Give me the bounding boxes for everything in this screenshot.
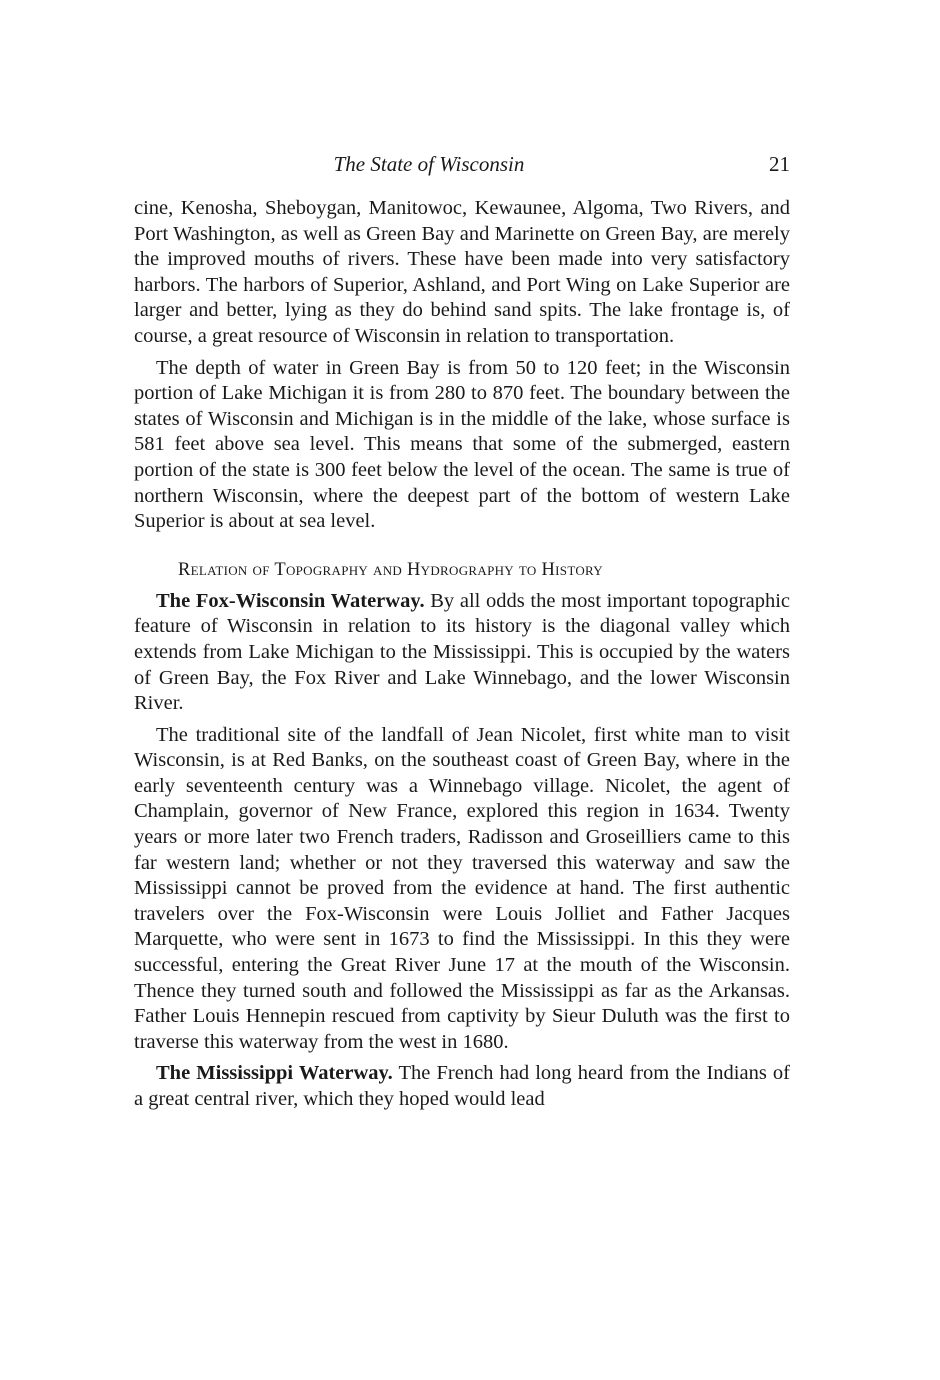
section-heading: Relation of Topography and Hydrography to History <box>178 559 603 580</box>
page-number: 21 <box>769 152 790 176</box>
paragraph-text: The French had long heard from the Indians of a great central river, which they hoped would lead <box>134 1062 790 1110</box>
page-header <box>134 150 790 180</box>
paragraph <box>134 723 790 1056</box>
running-title: The State of Wisconsin <box>333 152 525 176</box>
body-text <box>134 196 790 1113</box>
paragraph: The depth of water in Green Bay is from 50 to 120 feet; in the Wisconsin portion of Lake Michigan it is from 280 to 870 feet. The boundary between the states of Wisconsin and Michigan is in the middle of the lake, whose surface is 581 feet above sea level. This means that some of the submerged, eastern portion of the state is 300 feet below the level of the ocean. The same is true of northern Wisconsin, where the deepest part of the bottom of western Lake Superior is about at sea level. <box>134 356 790 533</box>
paragraph-text: By all odds the most important topographic feature of Wisconsin in relation to its history is the diagonal valley which extends from Lake Michigan to the Mississippi. This is occupied by the waters of Green Bay, the Fox River and Lake Winnebago, and the lower Wisconsin River. <box>134 589 790 715</box>
paragraph: cine, Kenosha, Sheboygan, Manitowoc, Kewaunee, Algoma, Two Rivers, and Port Washington, as well as Green Bay and Marinette on Green Bay, are merely the improved mouths of rivers. These have been made into very satisfactory harbors. The harbors of Superior, Ashland, and Port Wing on Lake Superior are larger and better, lying as they do behind sand spits. The lake frontage is, of course, a great resource of Wisconsin in relation to transportation. <box>134 197 790 347</box>
paragraph-text: The traditional site of the landfall of Jean Nicolet, first white man to visit Wisconsin, is at Red Banks, on the southeast coast of Green Bay, where in the early seventeenth century was a Winnebago village. Nicolet, the agent of Champlain, governor of New France, explored this region in 1634. Twenty years or more later two French traders, Radisson and Groseilliers came to this far western land; whether or not they traversed this waterway and saw the Mississippi cannot be proved from the evidence at hand. The first authentic travelers over the Fox-Wisconsin were Louis Jolliet and Father Jacques Marquette, who were sent in 1673 to find the Mississippi. In this they were successful, entering the Great River June 17 at the mouth of the Wisconsin. Thence they turned south and followed the Mississippi as far as the Arkansas. Father Louis Hennepin rescued from captivity by Sieur Duluth was the first to traverse this waterway from the west in 1680. <box>134 723 790 1053</box>
run-in-heading: The Mississippi Waterway. <box>156 1062 393 1085</box>
run-in-heading: The Fox-Wisconsin Waterway. <box>156 589 425 612</box>
paragraph <box>134 1061 790 1112</box>
paragraph <box>134 589 790 717</box>
